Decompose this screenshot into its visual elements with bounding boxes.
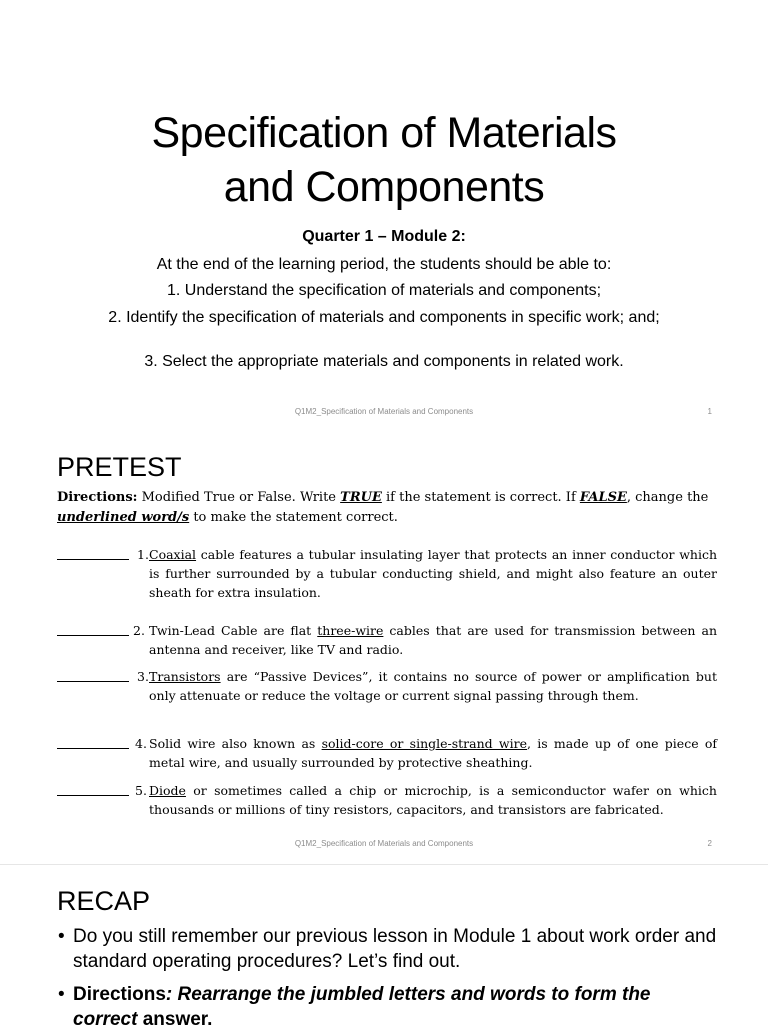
page-number: 1 xyxy=(707,407,712,416)
underlined-term: Diode xyxy=(149,783,186,798)
objective-1: 1. Understand the specification of materials and components; xyxy=(166,282,602,299)
item-text xyxy=(149,781,717,819)
objectives-intro: At the end of the learning period, the students should be able to: xyxy=(156,256,612,273)
directions-text: , change the xyxy=(626,490,709,505)
slide-footer: Q1M2_Specification of Materials and Components xyxy=(294,407,474,416)
pretest-directions xyxy=(57,488,725,528)
item-text xyxy=(149,734,717,772)
answer-blank[interactable] xyxy=(57,734,129,749)
false-keyword: FALSE xyxy=(579,490,627,505)
underlined-term: solid-core or single-strand wire xyxy=(321,736,527,751)
pretest-heading: PRETEST xyxy=(57,452,182,482)
true-keyword: TRUE xyxy=(340,490,382,505)
directions-label: Directions: xyxy=(57,490,138,505)
item-number: 3. xyxy=(137,669,149,684)
item-text-pre: Solid wire also known as xyxy=(149,736,322,751)
item-text xyxy=(149,621,717,659)
item-number: 2. xyxy=(133,623,145,638)
answer-blank[interactable] xyxy=(57,621,129,636)
title-line-2: and Components xyxy=(223,163,545,211)
item-text-post: or sometimes called a chip or microchip, is a semiconductor wafer on which thousands or millions of tiny resistors, capacitors, and transistors are fabricated. xyxy=(149,783,717,817)
underlined-term: three-wire xyxy=(317,623,384,638)
directions-text: if the statement is correct. If xyxy=(381,490,580,505)
item-number: 5. xyxy=(135,783,147,798)
underlined-term: Coaxial xyxy=(149,547,197,562)
directions-instruction: : Rearrange the jumbled letters and words to form the correct xyxy=(73,984,651,1030)
directions-text: to make the statement correct. xyxy=(189,510,398,525)
item-number: 1. xyxy=(137,547,149,562)
bullet-text xyxy=(73,982,718,1032)
slide-divider xyxy=(0,864,768,865)
answer-blank[interactable] xyxy=(57,545,129,560)
slide-1 xyxy=(0,0,768,432)
bullet-text: Do you still remember our previous lesson in Module 1 about work order and standard operating procedures? Let’s find out. xyxy=(73,926,717,972)
item-text-pre: Twin-Lead Cable are flat xyxy=(149,623,318,638)
recap-heading: RECAP xyxy=(57,886,151,916)
underlined-term: Transistors xyxy=(149,669,221,684)
item-number: 4. xyxy=(135,736,147,751)
objective-2: 2. Identify the specification of materials and components in specific work; and; xyxy=(108,309,660,326)
module-subtitle: Quarter 1 – Module 2: xyxy=(302,228,466,245)
item-text-post: , is made up of one piece of metal wire, and usually surrounded by protective sheathing. xyxy=(149,736,717,770)
item-text xyxy=(149,667,717,705)
bullet-dot: • xyxy=(58,984,65,1005)
page-number: 2 xyxy=(707,839,712,848)
item-text-post: cables that are used for transmission between an antenna and receiver, like TV and radio. xyxy=(149,623,718,657)
answer-blank[interactable] xyxy=(57,667,129,682)
directions-text: Modified True or False. Write xyxy=(137,490,341,505)
directions-end: answer. xyxy=(137,1009,213,1030)
objective-3: 3. Select the appropriate materials and components in related work. xyxy=(144,353,624,370)
item-text xyxy=(149,545,717,602)
slide-title xyxy=(0,106,768,214)
bullet-dot: • xyxy=(58,926,65,947)
directions-label: Directions xyxy=(73,984,166,1005)
slide-footer: Q1M2_Specification of Materials and Components xyxy=(294,839,474,848)
answer-blank[interactable] xyxy=(57,781,129,796)
title-line-1: Specification of Materials xyxy=(151,109,617,157)
underlined-keyword: underlined word/s xyxy=(57,510,190,525)
item-text-post: are “Passive Devices”, it contains no source of power or amplification but only attenuate or reduce the voltage or current signal passing through them. xyxy=(149,669,717,703)
item-text-post: cable features a tubular insulating layer that protects an inner conductor which is further surrounded by a tubular conducting shield, and might also feature an outer sheath for extra insulation. xyxy=(149,547,717,600)
